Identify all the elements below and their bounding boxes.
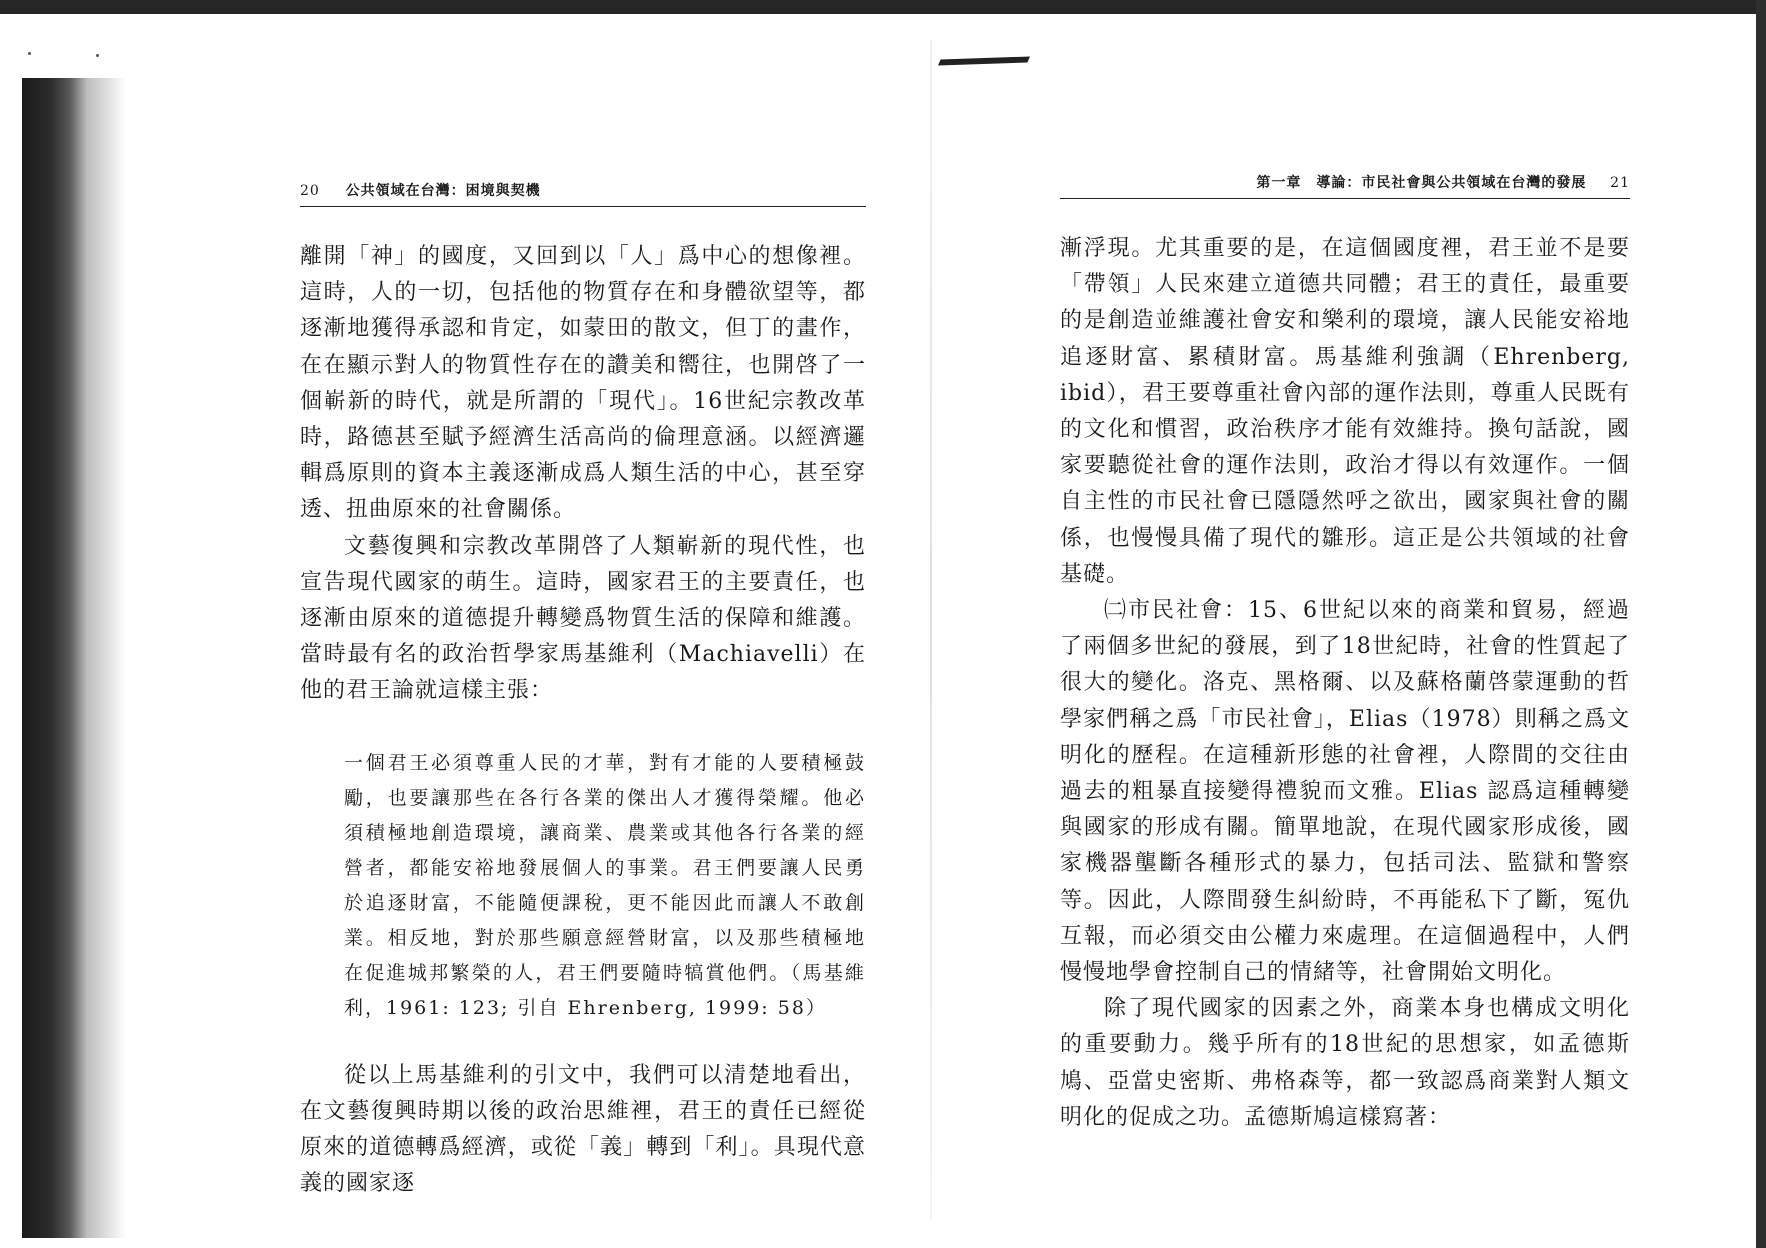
right-page-number: 21 — [1610, 175, 1630, 191]
left-page — [300, 180, 866, 1202]
paragraph: 文藝復興和宗教改革開啓了人類嶄新的現代性，也宣告現代國家的萌生。這時，國家君王的主要責任，也逐漸由原來的道德提升轉變爲物質生活的保障和維護。當時最有名的政治哲學家馬基維利（Machiavelli）在他的君王論就這樣主張： — [300, 533, 866, 704]
book-spine-gradient — [86, 78, 126, 1238]
page-gutter — [930, 40, 932, 1220]
block-quote: 一個君王必須尊重人民的才華，對有才能的人要積極鼓勵，也要讓那些在各行各業的傑出人才獲得榮耀。他必須積極地創造環境，讓商業、農業或其他各行各業的經營者，都能安裕地發展個人的事業。君王們要讓人民勇於追逐財富，不能隨便課稅，更不能因此而讓人不敢創業。相反地，對於那些願意經營財富，以及那些積極地在促進城邦繁榮的人，君王們要隨時犒賞他們。（馬基維利，1961: 123; 引自 Ehrenberg, 1999: 58） — [344, 751, 866, 1019]
scan-speck — [28, 52, 31, 55]
paragraph: 漸浮現。尤其重要的是，在這個國度裡，君王並不是要「帶領」人民來建立道德共同體；君王的責任，最重要的是創造並維護社會安和樂利的環境，讓人民能安裕地追逐財富、累積財富。馬基維利強調（Ehrenberg, ibid），君王要尊重社會內部的運作法則，尊重人民既有的文化和慣習，政治秩序才能有效維持。換句話說，國家要聽從社會的運作法則，政治才得以有效運作。一個自主性的市民社會已隱隱然呼之欲出，國家與社會的關係，也慢慢具備了現代的雛形。這正是公共領域的社會基礎。 — [1060, 236, 1630, 587]
left-running-head — [300, 180, 866, 207]
scan-speck — [96, 54, 99, 57]
right-page — [1060, 172, 1630, 1136]
book-spine-shadow — [22, 78, 86, 1238]
scan-artifact-mark — [938, 56, 1030, 65]
left-running-head-title: 公共領域在台灣：困境與契機 — [345, 183, 541, 199]
left-page-number: 20 — [300, 183, 320, 199]
right-running-head — [1060, 172, 1630, 199]
scan-top-border — [0, 0, 1766, 14]
right-running-head-title: 第一章 導論：市民社會與公共領域在台灣的發展 — [1256, 175, 1587, 191]
paragraph: 離開「神」的國度，又回到以「人」爲中心的想像裡。這時，人的一切，包括他的物質存在和身體欲望等，都逐漸地獲得承認和肯定，如蒙田的散文，但丁的畫作，在在顯示對人的物質性存在的讚美和嚮往，也開啓了一個嶄新的時代，就是所謂的「現代」。16世紀宗教改革時，路德甚至賦予經濟生活高尚的倫理意涵。以經濟邏輯爲原則的資本主義逐漸成爲人類生活的中心，甚至穿透、扭曲原來的社會關係。 — [300, 244, 866, 523]
scan-right-border — [1756, 0, 1766, 1248]
paragraph: ㈡市民社會：15、6世紀以來的商業和貿易，經過了兩個多世紀的發展，到了18世紀時，社會的性質起了很大的變化。洛克、黑格爾、以及蘇格蘭啓蒙運動的哲學家們稱之爲「市民社會」，Elias（1978）則稱之爲文明化的歷程。在這種新形態的社會裡，人際間的交往由過去的粗暴直接變得禮貌而文雅。Elias 認爲這種轉變與國家的形成有關。簡單地說，在現代國家形成後，國家機器壟斷各種形式的暴力，包括司法、監獄和警察等。因此，人際間發生糾紛時，不再能私下了斷，冤仇互報，而必須交由公權力來處理。在這個過程中，人們慢慢地學會控制自己的情緒等，社會開始文明化。 — [1060, 598, 1630, 986]
paragraph: 從以上馬基維利的引文中，我們可以清楚地看出，在文藝復興時期以後的政治思維裡，君王的責任已經從原來的道德轉爲經濟，或從「義」轉到「利」。具現代意義的國家逐 — [300, 1062, 866, 1197]
paragraph: 除了現代國家的因素之外，商業本身也構成文明化的重要動力。幾乎所有的18世紀的思想家，如孟德斯鳩、亞當史密斯、弗格森等，都一致認爲商業對人類文明化的促成之功。孟德斯鳩這樣寫著： — [1060, 996, 1630, 1130]
